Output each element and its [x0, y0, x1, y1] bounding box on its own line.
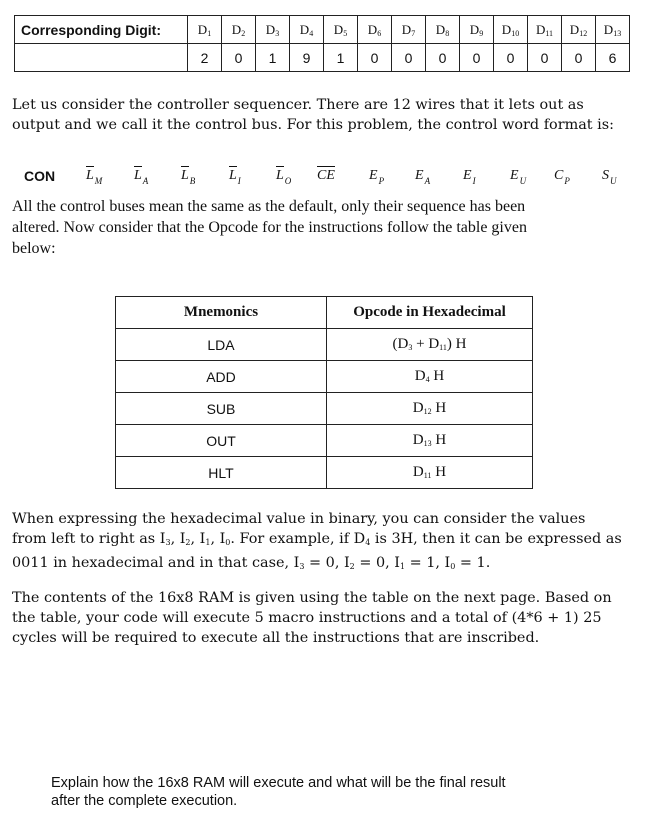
opcode-header-row — [116, 297, 533, 329]
digit-label: $D_{12}$ — [562, 16, 596, 44]
digit-label: $D_6$ — [358, 16, 392, 44]
digit-value: 0 — [392, 44, 426, 72]
hex-note-line: 0011 in hexadecimal and in that case, $I_3 = 0$, $I_2 = 0$, $I_1 = 1$, $I_0 = 1$. — [12, 555, 491, 571]
digit-label: $D_7$ — [392, 16, 426, 44]
control-signal: $L_B$ — [181, 168, 196, 186]
control-signal: $L_O$ — [276, 168, 292, 186]
opcode-table — [115, 296, 533, 489]
control-signal: $E_I$ — [463, 168, 476, 186]
digit-value-row — [15, 44, 630, 72]
opcode-cell: $(D_3 + D_{11})$ H — [327, 329, 533, 361]
mnemonic-cell: OUT — [116, 425, 327, 457]
buses-note-line: altered. Now consider that the Opcode for the instructions follow the table given — [12, 219, 527, 236]
opcode-row — [116, 361, 533, 393]
question-paragraph — [51, 774, 611, 810]
hex-note-line: from left to right as $I_3$, $I_2$, $I_1$, $I_0$. For example, if $D_4$ is 3H, then it can be expressed as — [12, 531, 622, 547]
ram-note-line: the table, your code will execute 5 macro instructions and a total of (4*6 + 1) 25 — [12, 610, 602, 626]
mnemonics-header: Mnemonics — [116, 297, 327, 329]
digit-value: 0 — [358, 44, 392, 72]
opcode-row — [116, 329, 533, 361]
digit-label: $D_{11}$ — [528, 16, 562, 44]
control-signal: $E_A$ — [415, 168, 431, 186]
ram-note-line: The contents of the 16x8 RAM is given using the table on the next page. Based on — [12, 590, 612, 606]
digit-label: $D_2$ — [222, 16, 256, 44]
control-word-label: CON — [24, 168, 56, 184]
intro-line: output and we call it the control bus. For this problem, the control word format is: — [12, 117, 615, 133]
control-signal: $L_M$ — [86, 168, 103, 186]
digit-value: 6 — [596, 44, 630, 72]
ram-note-line: cycles will be required to execute all the instructions that are inscribed. — [12, 630, 540, 646]
hex-note-paragraph — [12, 509, 638, 577]
control-signal: $E_P$ — [369, 168, 385, 186]
control-word-format — [24, 162, 634, 196]
opcode-cell: $D_{11}$ H — [327, 457, 533, 489]
digit-label: $D_3$ — [256, 16, 290, 44]
digit-value: 0 — [528, 44, 562, 72]
digit-value-blank — [15, 44, 188, 72]
opcode-cell: $D_{12}$ H — [327, 393, 533, 425]
digit-value: 2 — [188, 44, 222, 72]
control-signal: $S_U$ — [602, 168, 617, 186]
intro-paragraph — [12, 95, 638, 135]
mnemonic-cell: LDA — [116, 329, 327, 361]
control-signal: $C_P$ — [554, 168, 570, 186]
digit-label: $D_8$ — [426, 16, 460, 44]
control-signal: $E_U$ — [510, 168, 527, 186]
opcode-row — [116, 457, 533, 489]
buses-note-paragraph — [12, 196, 624, 259]
question-line: after the complete execution. — [51, 793, 238, 809]
digit-value: 0 — [426, 44, 460, 72]
digit-label: $D_{10}$ — [494, 16, 528, 44]
digit-value: 1 — [256, 44, 290, 72]
digit-header-row — [15, 16, 630, 44]
digit-label: $D_{13}$ — [596, 16, 630, 44]
digit-value: 1 — [324, 44, 358, 72]
digit-label: $D_1$ — [188, 16, 222, 44]
digit-value: 0 — [562, 44, 596, 72]
digit-value: 9 — [290, 44, 324, 72]
mnemonic-cell: ADD — [116, 361, 327, 393]
digit-label: $D_9$ — [460, 16, 494, 44]
intro-line: Let us consider the controller sequencer. There are 12 wires that it lets out as — [12, 97, 584, 113]
hex-note-line: When expressing the hexadecimal value in binary, you can consider the values — [12, 511, 586, 527]
question-line: Explain how the 16x8 RAM will execute and what will be the final result — [51, 775, 506, 791]
control-signal: $L_I$ — [229, 168, 241, 186]
opcode-header: Opcode in Hexadecimal — [327, 297, 533, 329]
digit-label: $D_4$ — [290, 16, 324, 44]
opcode-row — [116, 393, 533, 425]
mnemonic-cell: SUB — [116, 393, 327, 425]
digit-label: $D_5$ — [324, 16, 358, 44]
control-signal: CE — [317, 168, 335, 183]
digit-header-label: Corresponding Digit: — [15, 16, 188, 44]
digit-value: 0 — [494, 44, 528, 72]
digit-value: 0 — [460, 44, 494, 72]
digit-value: 0 — [222, 44, 256, 72]
control-signal: $L_A$ — [134, 168, 149, 186]
ram-note-paragraph — [12, 588, 638, 648]
opcode-row — [116, 425, 533, 457]
buses-note-line: All the control buses mean the same as the default, only their sequence has been — [12, 198, 526, 215]
digit-table — [14, 15, 630, 72]
opcode-cell: $D_{13}$ H — [327, 425, 533, 457]
buses-note-line: below: — [12, 240, 56, 257]
opcode-cell: $D_4$ H — [327, 361, 533, 393]
mnemonic-cell: HLT — [116, 457, 327, 489]
